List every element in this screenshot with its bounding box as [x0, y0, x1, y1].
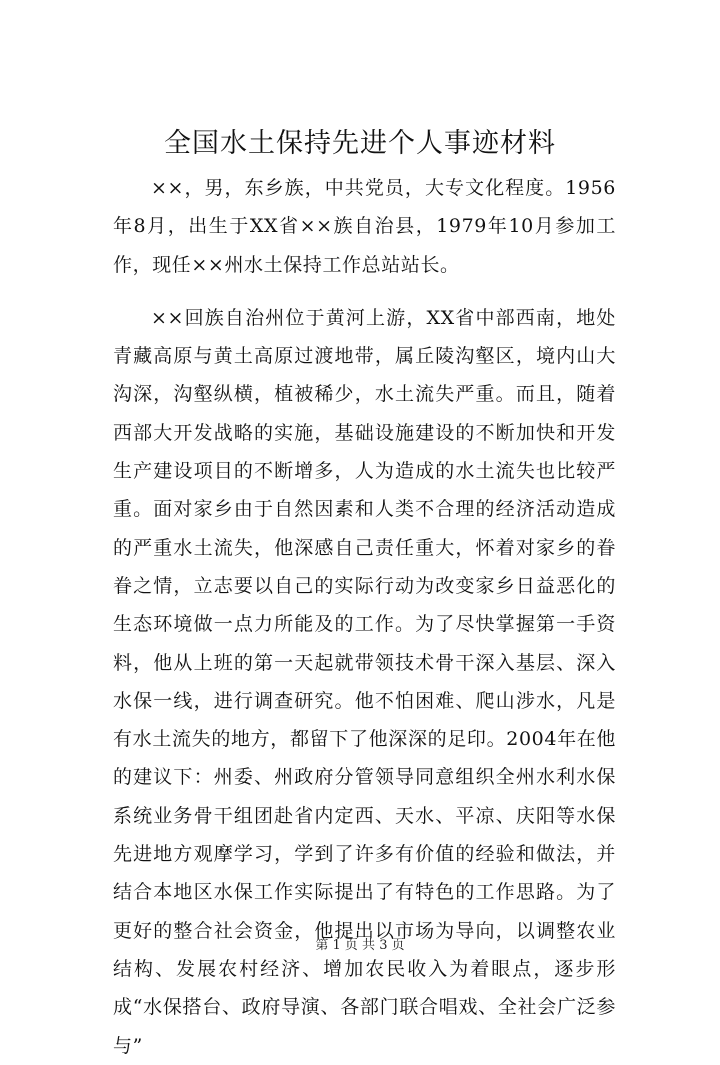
paragraph-2: ××回族自治州位于黄河上游，XX省中部西南，地处青藏高原与黄土高原过渡地带，属丘陵沟壑区，境内山大沟深，沟壑纵横，植被稀少，水土流失严重。而且，随着西部大开发战略的实施，基础设施建设的不断加快和开发生产建设项目的不断增多，人为造成的水土流失也比较严重。面对家乡由于自然因素和人类不合理的经济活动造成的严重水土流失，他深感自己责任重大，怀着对家乡的眷眷之情，立志要以自己的实际行动为改变家乡日益恶化的生态环境做一点力所能及的工作。为了尽快掌握第一手资料，他从上班的第一天起就带领技术骨干深入基层、深入水保一线，进行调查研究。他不怕困难、爬山涉水，凡是有水土流失的地方，都留下了他深深的足印。2004年在他的建议下：州委、州政府分管领导同意组织全州水利水保系统业务骨干组团赴省内定西、天水、平凉、庆阳等水保先进地方观摩学习，学到了许多有价值的经验和做法，并结合本地区水保工作实际提出了有特色的工作思路。为了更好的整合社会资金，他提出以市场为导向，以调整农业结构、发展农村经济、增加农民收入为着眼点，逐步形成“水保搭台、政府导演、各部门联合唱戏、全社会广泛参与”	[113, 306, 616, 1057]
document-title: 全国水土保持先进个人事迹材料	[164, 128, 556, 159]
paragraph-1: ××，男，东乡族，中共党员，大专文化程度。1956年8月，出生于XX省××族自治县，1979年10月参加工作，现任××州水土保持工作总站站长。	[113, 177, 616, 276]
document-body	[113, 169, 616, 1065]
page-footer: 第 1 页 共 3 页	[315, 938, 405, 953]
